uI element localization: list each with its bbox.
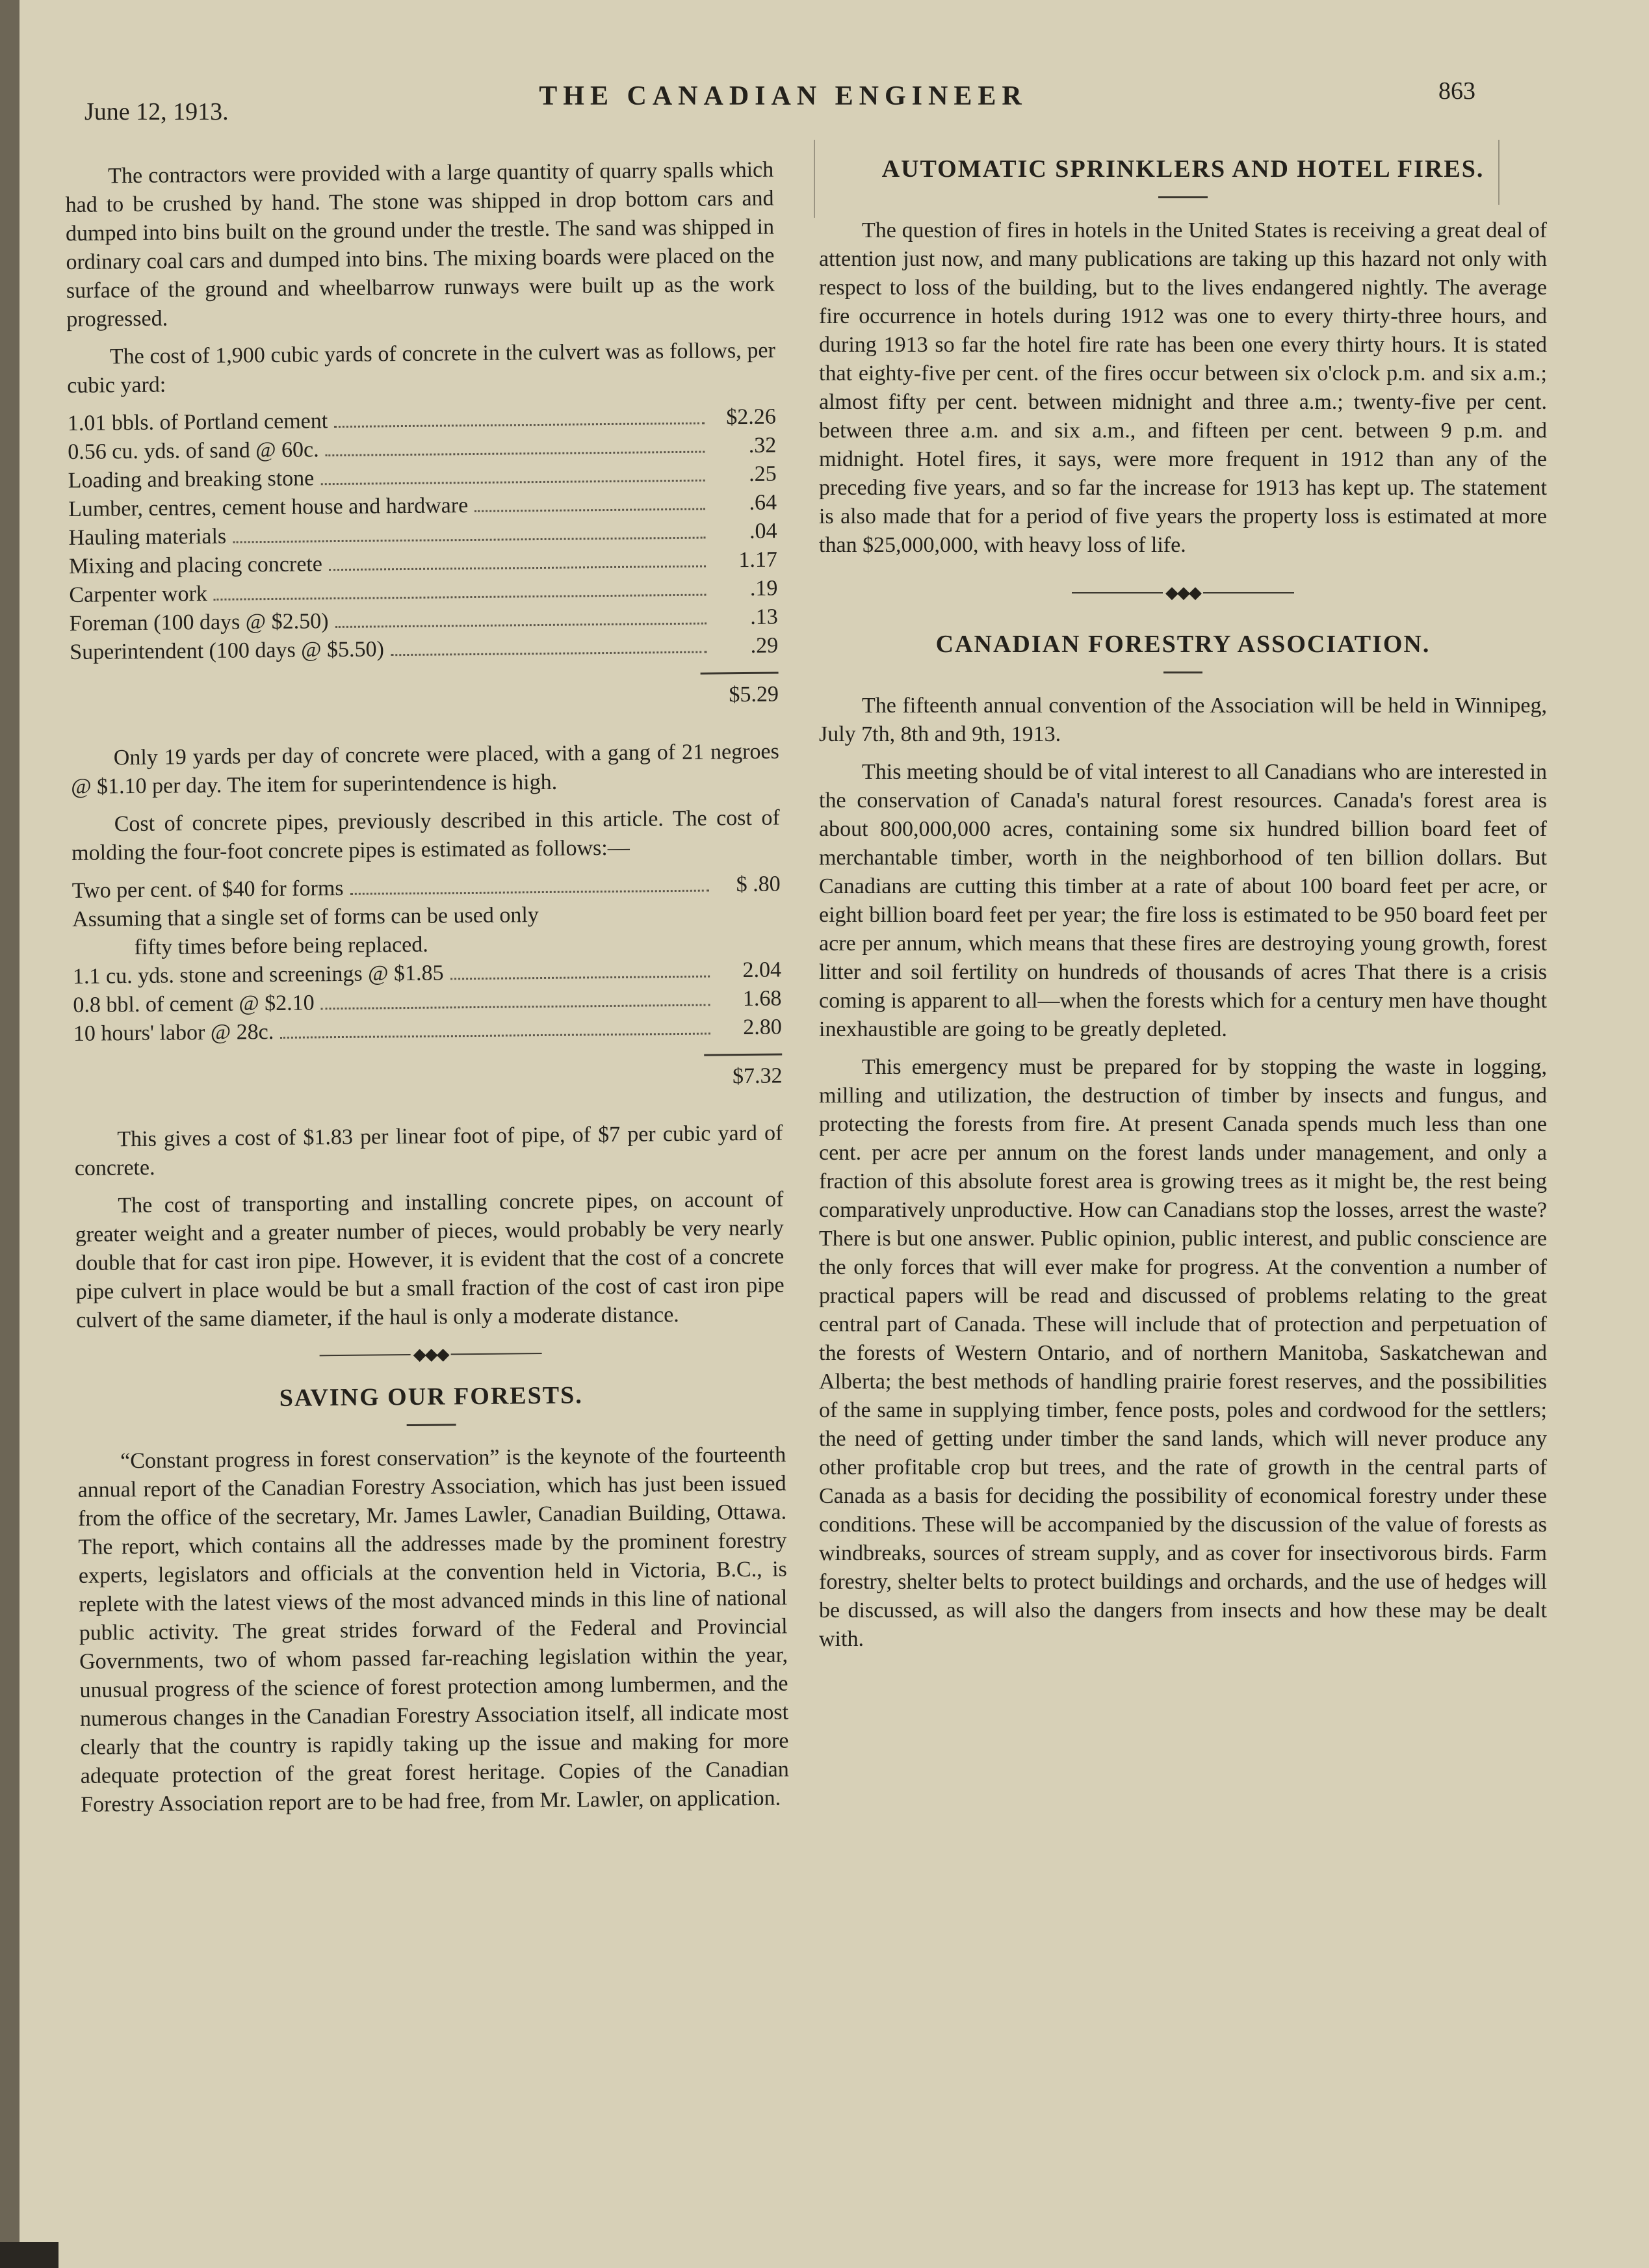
page-number: 863 bbox=[1438, 77, 1475, 105]
forestry-paragraph: This meeting should be of vital interest to all Canadians who are interested in the conservation of Canada's natural forest resources. Canada's forest area is about 800,000,000 acres, containing some six hundred billion board feet of merchantable timber, worth in the neighborhood of ten billion dollars. But Canadians are cutting this timber at a rate of about 100 board feet per acre, or eight billion board feet per year; the fire loss is estimated to be 950 board feet per acre per annum, which means that these fires are destroying young growth, forest litter and soil fertility on hundreds of thousands of acres That there is a crisis coming is apparent to all—when the forests which for a century men have thought inexhaustible are going to be greatly depleted. bbox=[819, 760, 1547, 1041]
cost-row: Hauling materials .04 bbox=[68, 519, 777, 550]
left-column bbox=[65, 156, 790, 1829]
page-corner-shadow bbox=[0, 2242, 58, 2268]
cost-row: Loading and breaking stone .25 bbox=[68, 462, 777, 493]
cost-row: 0.8 bbl. of cement @ $2.10 1.68 bbox=[73, 986, 782, 1017]
total-rule bbox=[704, 1053, 782, 1056]
section-ornament: ◆◆◆ bbox=[77, 1341, 785, 1367]
cost-row: Two per cent. of $40 for forms $ .80 bbox=[71, 872, 781, 903]
title-rule bbox=[1158, 196, 1208, 198]
right-column bbox=[819, 155, 1547, 1663]
title-rule bbox=[407, 1424, 456, 1426]
header-date: June 12, 1913. bbox=[84, 98, 229, 125]
cost-row: Carpenter work .19 bbox=[69, 576, 778, 607]
culvert-intro: The cost of 1,900 cubic yards of concrete in the culvert was as follows, per cubic yard: bbox=[67, 338, 776, 398]
cost-row: 0.56 cu. yds. of sand @ 60c. .32 bbox=[68, 433, 777, 464]
after-culvert-paragraph: Only 19 yards per day of concrete were placed, with a gang of 21 negroes @ $1.10 per day. The item for superintendence is high. bbox=[71, 739, 779, 799]
column-rule bbox=[814, 140, 815, 218]
page-header bbox=[84, 77, 1482, 129]
intro-paragraph: The contractors were provided with a large quantity of quarry spalls which had to be crushed by hand. The stone was shipped in drop bottom cars and dumped into bins built on the ground under the trestle. The sand was shipped in ordinary coal cars and dumped into bins. The mixing boards were placed on the surface of the ground and wheelbarrow runways were built up as the work progressed. bbox=[65, 157, 775, 332]
transport-paragraph: The cost of transporting and installing concrete pipes, on account of greater weight and a greater number of pieces, would probably be very nearly double that for cast iron pipe. However, it is evident that the cost of a concrete pipe culvert in place would be but a small fraction of the cost of cast iron pipe culvert of the same diameter, if the haul is only a moderate distance. bbox=[75, 1187, 785, 1333]
saving-forests-title: SAVING OUR FORESTS. bbox=[279, 1381, 583, 1412]
culvert-cost-table bbox=[68, 403, 779, 716]
pipe-cost-table bbox=[72, 870, 783, 1097]
forestry-paragraph: The fifteenth annual convention of the Association will be held in Winnipeg, July 7th, 8th and 9th, 1913. bbox=[819, 694, 1547, 746]
cost-note: fifty times before being replaced. bbox=[134, 932, 428, 960]
cost-note: Assuming that a single set of forms can be used only bbox=[72, 903, 539, 932]
forestry-paragraph: This emergency must be prepared for by stopping the waste in logging, milling and utilization, the destruction of timber by insects and fungus, and protecting the forests from fire. At present Canada spends much less than one cent. per acre per annum on the forest lands under management, and only a fraction of this absolute forest area is growing trees as it might be, the rest being comparatively unproductive. How can Canadians stop the losses, arrest the waste? There is but one answer. Public opinion, public interest, and public conscience are the only forces that will ever make for progress. At the convention a number of practical papers will be read and discussed of problems relating to the great central part of Canada. These will include that of protection and perpetuation of the forests of Western Ontario, and of northern Manitoba, Saskatchewan and Alberta; the best methods of handling prairie forest reserves, and the possibilities of the same in supplying timber, fence posts, poles and cordwood for the settlers; the need of getting under timber the sand lands, which will never produce any other profitable crop but trees, and the rate of growth in the central parts of Canada as a basis for deciding the possibility of economical forestry under these conditions. These will be accompanied by the discussion of the value of forests as windbreaks, sources of stream supply, and as cover for insectivorous birds. Farm forestry, shelter belts to protect buildings and orchards, and the use of hedges will be discussed, as will also the dangers from insects and how these may be dealt with. bbox=[819, 1055, 1547, 1651]
sprinklers-title: AUTOMATIC SPRINKLERS AND HOTEL FIRES. bbox=[881, 155, 1485, 183]
pipes-intro: Cost of concrete pipes, previously described in this article. The cost of molding the four-foot concrete pipes is estimated as follows:— bbox=[71, 805, 780, 865]
cost-row: 10 hours' labor @ 28c. 2.80 bbox=[73, 1015, 782, 1046]
page-gutter bbox=[0, 0, 19, 2268]
title-rule bbox=[1163, 671, 1202, 673]
culvert-total: $5.29 bbox=[729, 682, 779, 707]
cost-row: 1.01 bbls. of Portland cement $2.26 bbox=[67, 404, 776, 436]
section-ornament: ◆◆◆ bbox=[819, 583, 1547, 603]
saving-forests-body: “Constant progress in forest conservation” is the keynote of the fourteenth annual report of the Canadian Forestry Association, which has just been issued from the office of the secretary, Mr. James Lawler, Canadian Building, Ottawa. The report, which contains all the addresses made by the prominent forestry experts, legislators and officials at the convention held in Victoria, B.C., is replete with the latest views of the most advanced minds in this line of national public activity. The great strides forward of the Federal and Provincial Governments, two of whom passed far-reaching legislation within the year, unusual progress of the science of forest protection among lumbermen, and the numerous changes in the Canadian Forestry Association itself, all indicate most clearly that the country is rapidly taking up the issue and making for more adequate protection of the great forest heritage. Copies of the Canadian Forestry Association report are to be had free, from Mr. Lawler, on application. bbox=[77, 1442, 789, 1817]
cost-row: Foreman (100 days @ $2.50) .13 bbox=[69, 605, 778, 636]
cost-row: Superintendent (100 days @ $5.50) .29 bbox=[70, 633, 779, 664]
sprinklers-body: The question of fires in hotels in the United States is receiving a great deal of attention just now, and many publications are taking up this hazard not only with respect to loss of the building, but to the lives endangered nightly. The average fire occurrence in hotels during 1912 was one to every thirty-three hours, and during 1913 so far the hotel fire rate has been one every thirty hours. It is stated that eighty-five per cent. of the fires occur between six o'clock p.m. and six a.m.; almost fifty per cent. between midnight and three a.m.; twenty-five per cent. between three a.m. and six a.m., and fifteen per cent. between 9 p.m. and midnight. Hotel fires, it says, were more frequent in 1912 than any of the preceding five years, and so far the increase for 1913 has kept up. The statement is also made that for a period of five years the property loss is estimated at more than $25,000,000, with heavy loss of life. bbox=[819, 218, 1547, 557]
cost-row: Mixing and placing concrete 1.17 bbox=[68, 547, 778, 579]
total-rule bbox=[701, 672, 779, 675]
pipe-total: $7.32 bbox=[732, 1063, 783, 1089]
journal-title: THE CANADIAN ENGINEER bbox=[539, 81, 1028, 111]
cost-row: Lumber, centres, cement house and hardware .64 bbox=[68, 490, 777, 521]
forestry-association-title: CANADIAN FORESTRY ASSOCIATION. bbox=[935, 631, 1431, 658]
cost-row: 1.1 cu. yds. stone and screenings @ $1.85 2.04 bbox=[72, 958, 782, 989]
pipe-summary-paragraph: This gives a cost of $1.83 per linear foot of pipe, of $7 per cubic yard of concrete. bbox=[74, 1121, 783, 1180]
